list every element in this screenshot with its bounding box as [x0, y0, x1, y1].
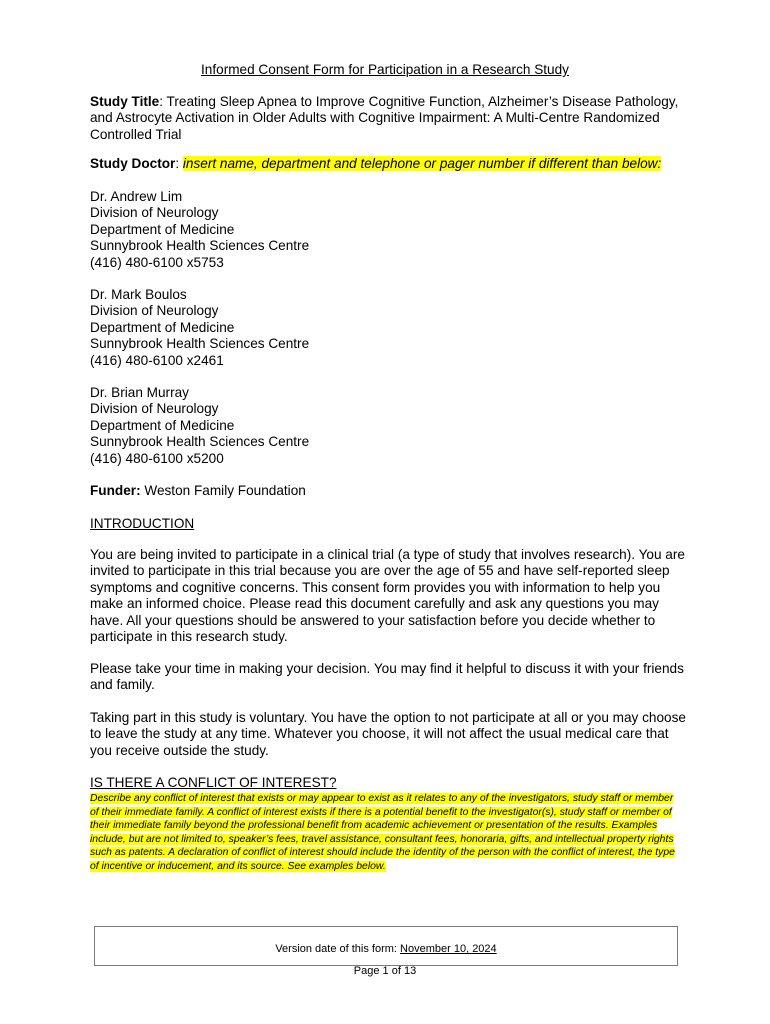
introduction-paragraph: You are being invited to participate in a clinical trial (a type of study that involves research). You are invited to participate in this trial because you are over the age of 55 and have self-reported sleep symptoms and cognitive concerns. This consent form provides you with information to help you make an informed choice. Please read this document carefully and ask any questions you may have. All your questions should be answered to your satisfaction before you decide whether to participate in this research study. — [90, 547, 685, 645]
funder-value: Weston Family Foundation — [140, 483, 306, 498]
conflict-instructions — [90, 792, 680, 873]
doctor-department: Department of Medicine — [90, 417, 235, 433]
study-title-label: Study Title — [90, 94, 160, 109]
form-title: Informed Consent Form for Participation in a Research Study — [201, 62, 569, 77]
funder-label: Funder: — [90, 483, 141, 498]
doctor-contact-1 — [90, 189, 690, 271]
doctor-name: Dr. Mark Boulos — [90, 287, 187, 302]
study-title-block — [90, 94, 690, 143]
doctor-division: Division of Neurology — [90, 205, 219, 221]
introduction-paragraph: Please take your time in making your decision. You may find it helpful to discuss it with your friends and family. — [90, 661, 684, 693]
doctor-division: Division of Neurology — [90, 401, 219, 417]
doctor-institution: Sunnybrook Health Sciences Centre — [90, 238, 310, 254]
doctor-contact-2 — [90, 287, 690, 369]
doctor-phone: (416) 480-6100 x2461 — [90, 352, 224, 368]
study-doctor-label: Study Doctor — [90, 156, 176, 171]
study-doctor-placeholder: insert name, department and telephone or pager number if different than below: — [182, 156, 662, 171]
introduction-heading: INTRODUCTION — [90, 516, 195, 531]
funder-block — [90, 483, 690, 499]
page-number: Page 1 of 13 — [353, 965, 417, 977]
doctor-department: Department of Medicine — [90, 221, 235, 237]
doctor-name: Dr. Brian Murray — [90, 385, 189, 400]
doctor-department: Department of Medicine — [90, 319, 235, 335]
study-doctor-block — [90, 156, 690, 172]
doctor-institution: Sunnybrook Health Sciences Centre — [90, 434, 310, 450]
footer-version — [95, 943, 677, 955]
doctor-institution: Sunnybrook Health Sciences Centre — [90, 336, 310, 352]
doctor-phone: (416) 480-6100 x5753 — [90, 254, 224, 270]
study-doctor-colon: : — [175, 156, 183, 171]
introduction-paragraph: Taking part in this study is voluntary. You have the option to not participate at all or you may choose to leave the study at any time. Whatever you choose, it will not affect the usual medical care that you receive outside the study. — [90, 710, 686, 758]
study-title-text: : Treating Sleep Apnea to Improve Cognitive Function, Alzheimer’s Disease Pathology, and Astrocyte Activation in Older Adults with Cognitive Impairment: A Multi-Centre Randomized Controlled Trial — [90, 94, 679, 142]
conflict-instructions-text: Describe any conflict of interest that exists or may appear to exist as it relates to any of the investigators, study staff or member of their immediate family. A conflict of interest exists if there is a potential benefit to the investigator(s), study staff or member of their immediate family beyond the professional benefit from academic achievement or presentation of the results. Examples include, but are not limited to, speaker’s fees, travel assistance, consultant fees, honoraria, gifts, and intellectual property rights such as patents. A declaration of conflict of interest should include the identity of the person with the conflict of interest, the type of incentive or inducement, and its source. See examples below. — [90, 793, 675, 872]
doctor-name: Dr. Andrew Lim — [90, 189, 183, 204]
version-label: Version date of this form: — [275, 943, 401, 955]
doctor-phone: (416) 480-6100 x5200 — [90, 450, 224, 466]
conflict-heading: IS THERE A CONFLICT OF INTEREST? — [90, 775, 337, 790]
footer-version-box — [94, 926, 678, 966]
version-date: November 10, 2024 — [400, 943, 497, 955]
doctor-division: Division of Neurology — [90, 303, 219, 319]
doctor-contact-3 — [90, 385, 690, 467]
